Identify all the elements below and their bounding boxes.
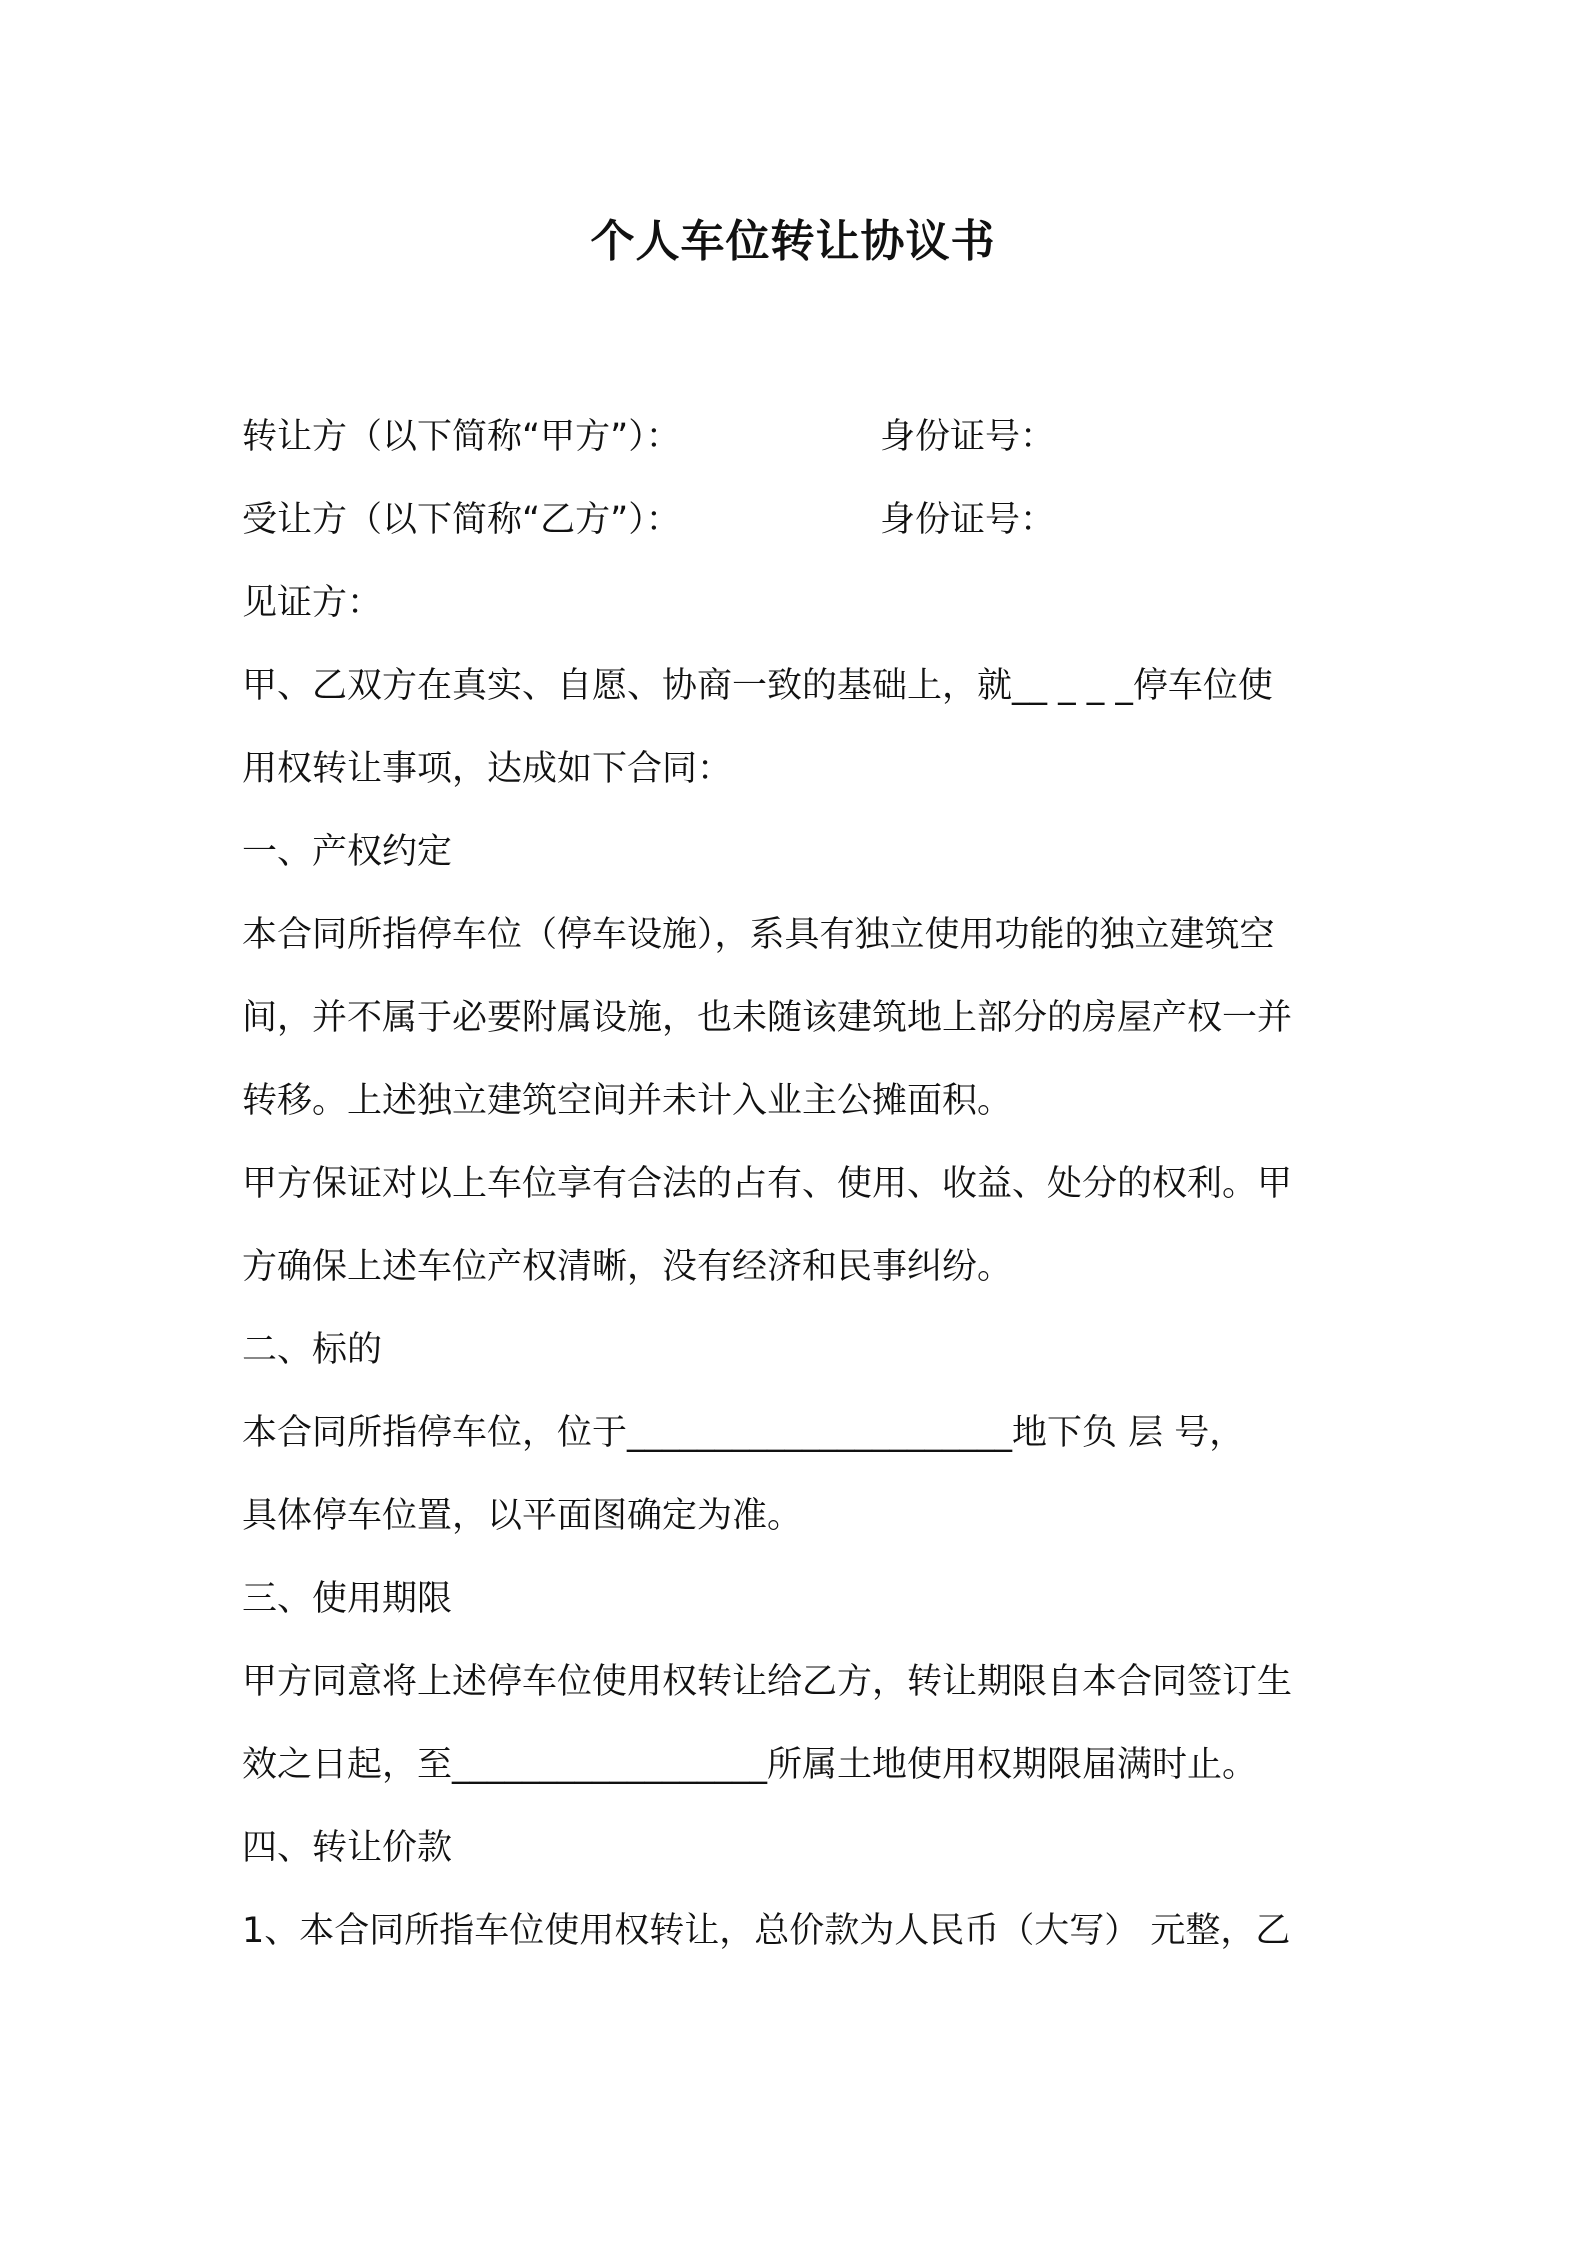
section-2-heading: 二、标的 (242, 1330, 383, 1370)
transferor-id-label: 身份证号： (880, 417, 1056, 457)
section-1-line-1: 本合同所指停车位（停车设施），系具有独立使用功能的独立建筑空 (242, 915, 1275, 955)
section-4-line-1: 1、本合同所指车位使用权转让，总价款为人民币（大写） 元整，乙 (242, 1911, 1291, 1951)
section-2-line-1: 本合同所指停车位，位于______________________地下负 层 号， (242, 1413, 1245, 1453)
section-3-heading: 三、使用期限 (242, 1579, 453, 1619)
section-1-line-5: 方确保上述车位产权清晰，没有经济和民事纠纷。 (242, 1247, 1013, 1287)
section-4-heading: 四、转让价款 (242, 1828, 453, 1868)
section-1-line-3: 转移。上述独立建筑空间并未计入业主公摊面积。 (242, 1081, 1013, 1121)
section-1-heading: 一、产权约定 (242, 832, 453, 872)
document-title: 个人车位转让协议书 (590, 216, 996, 267)
transferee-id-label: 身份证号： (880, 500, 1056, 540)
section-1-line-2: 间，并不属于必要附属设施，也未随该建筑地上部分的房屋产权一并 (242, 998, 1293, 1038)
intro-line-1: 甲、乙双方在真实、自愿、协商一致的基础上，就__ _ _ _停车位使 (242, 666, 1273, 706)
section-2-line-2: 具体停车位置，以平面图确定为准。 (242, 1496, 803, 1536)
section-1-line-4: 甲方保证对以上车位享有合法的占有、使用、收益、处分的权利。甲 (242, 1164, 1293, 1204)
transferee-label: 受让方（以下简称“乙方”）： (242, 500, 681, 540)
transferor-label: 转让方（以下简称“甲方”）： (242, 417, 681, 457)
section-3-line-2: 效之日起，至__________________所属土地使用权期限届满时止。 (242, 1745, 1258, 1785)
intro-line-2: 用权转让事项，达成如下合同： (242, 749, 733, 789)
witness-label: 见证方： (242, 583, 383, 623)
section-3-line-1: 甲方同意将上述停车位使用权转让给乙方，转让期限自本合同签订生 (242, 1662, 1293, 1702)
